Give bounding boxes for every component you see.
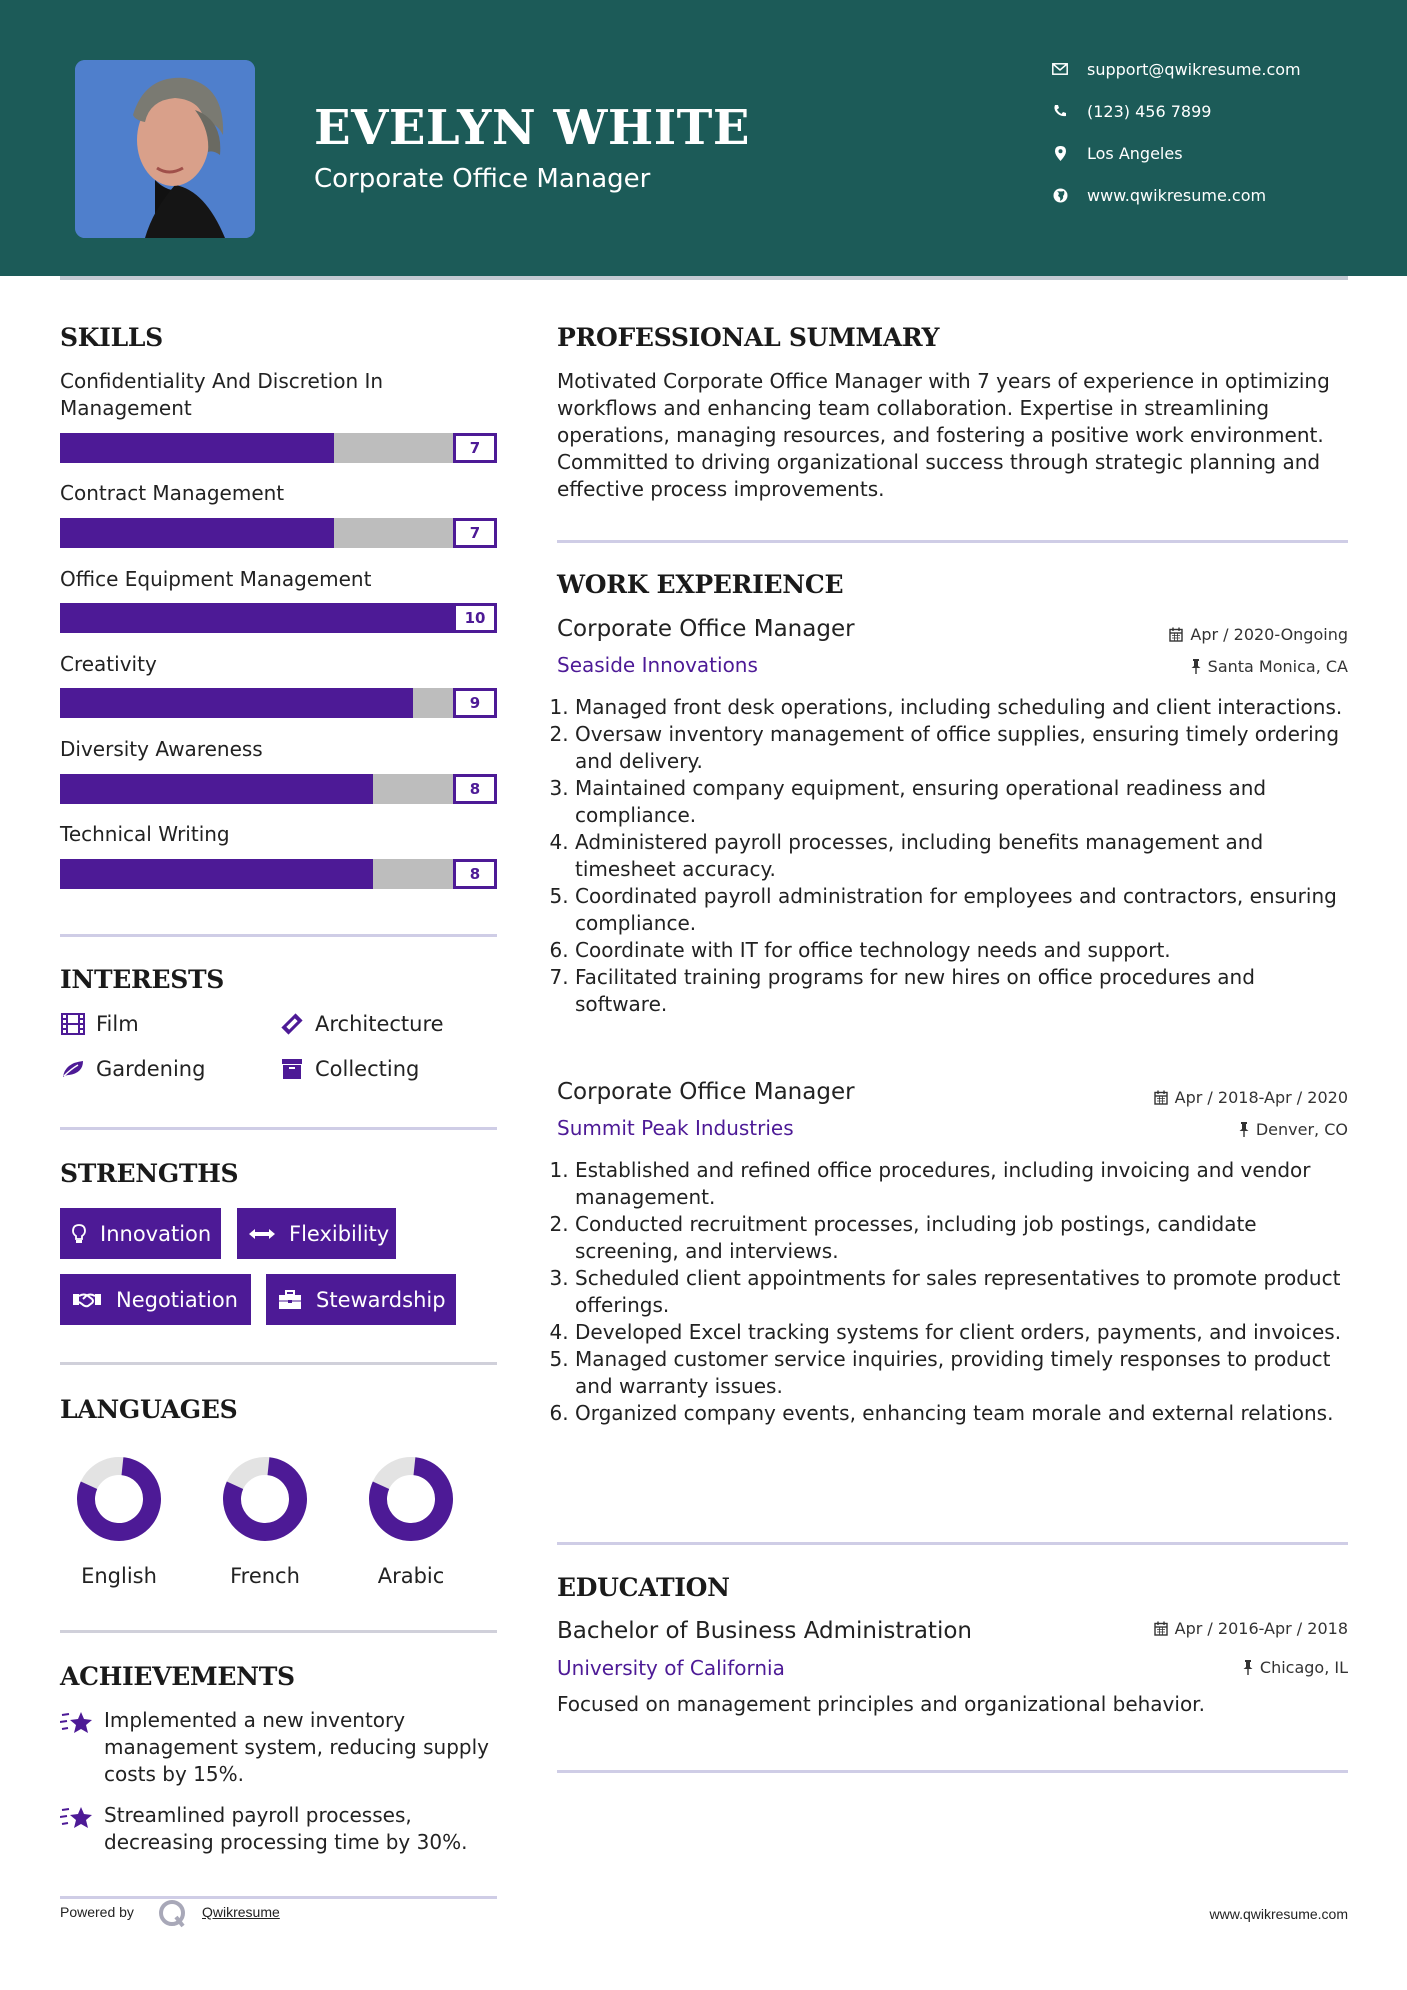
skill-value: 8	[453, 774, 497, 804]
footer-website[interactable]: www.qwikresume.com	[1209, 1906, 1348, 1922]
job-bullet: 6. Organized company events, enhancing team morale and external relations.	[575, 1400, 1352, 1427]
contact-location-text: Los Angeles	[1087, 143, 1183, 163]
job-dates	[1169, 625, 1348, 644]
job-bullet: 4. Administered payroll processes, including benefits management and timesheet accuracy.	[575, 829, 1352, 883]
envelope-icon	[1050, 63, 1070, 75]
skill-value: 7	[453, 433, 497, 463]
education-description: Focused on management principles and organizational behavior.	[557, 1692, 1205, 1716]
skill-label: Diversity Awareness	[60, 737, 263, 761]
strength-chip	[237, 1208, 396, 1259]
skill-bar	[60, 603, 497, 633]
achievement-text: Implemented a new inventory management system, reducing supply costs by 15%.	[104, 1708, 489, 1786]
skill-value: 10	[453, 603, 497, 633]
skill-bar	[60, 433, 497, 463]
job-location-text: Santa Monica, CA	[1207, 657, 1348, 676]
job-bullet: 6. Coordinate with IT for office technology needs and support.	[575, 937, 1352, 964]
section-divider	[60, 1362, 497, 1365]
skill-value: 9	[453, 688, 497, 718]
skill-label: Technical Writing	[60, 822, 230, 846]
contact-phone[interactable]	[1050, 99, 1380, 123]
archive-box-icon	[279, 1056, 305, 1082]
strength-label: Negotiation	[116, 1287, 238, 1312]
strength-chip	[60, 1274, 251, 1325]
leaf-icon	[60, 1056, 86, 1082]
interest-item	[279, 1054, 419, 1084]
pushpin-icon	[1239, 1122, 1249, 1137]
strength-label: Flexibility	[289, 1221, 390, 1246]
powered-by-label: Powered by	[60, 1904, 134, 1920]
section-divider	[557, 1542, 1348, 1545]
header-underline	[60, 276, 1348, 280]
job-bullet: 4. Developed Excel tracking systems for client orders, payments, and invoices.	[575, 1319, 1352, 1346]
interest-label: Architecture	[315, 1012, 444, 1036]
job-dates-text: Apr / 2018-Apr / 2020	[1174, 1088, 1348, 1107]
contact-email-text: support@qwikresume.com	[1087, 59, 1301, 79]
job-location	[1191, 657, 1348, 676]
section-divider	[60, 1630, 497, 1633]
strength-chip	[60, 1208, 221, 1259]
calendar-icon	[1154, 1621, 1168, 1636]
section-divider	[60, 1127, 497, 1130]
achievement-item	[60, 1707, 500, 1788]
calendar-icon	[1154, 1090, 1168, 1105]
interests-heading: INTERESTS	[60, 965, 225, 994]
handshake-icon	[72, 1290, 102, 1310]
skills-heading: SKILLS	[60, 323, 163, 352]
qwikresume-link[interactable]: Qwikresume	[202, 1904, 280, 1920]
qwikresume-logo-icon	[158, 1899, 188, 1933]
language-item	[361, 1456, 461, 1588]
job-bullet: 3. Maintained company equipment, ensuring operational readiness and compliance.	[575, 775, 1352, 829]
language-label: Arabic	[377, 1564, 445, 1588]
company-name: Seaside Innovations	[557, 653, 758, 677]
calendar-icon	[1169, 627, 1183, 642]
skill-bar	[60, 774, 497, 804]
education-heading: EDUCATION	[557, 1573, 730, 1602]
interest-label: Gardening	[96, 1057, 206, 1081]
skill-value: 8	[453, 859, 497, 889]
contact-location	[1050, 141, 1380, 165]
ticket-icon	[279, 1011, 305, 1037]
skill-bar-fill	[60, 433, 334, 463]
language-item	[215, 1456, 315, 1588]
strength-label: Innovation	[100, 1221, 212, 1246]
interest-item	[60, 1054, 205, 1084]
location-pin-icon	[1050, 146, 1070, 161]
job-location	[1239, 1120, 1348, 1139]
job-bullet: 2. Conducted recruitment processes, including job postings, candidate screening, and interviews.	[575, 1211, 1352, 1265]
languages-heading: LANGUAGES	[60, 1395, 238, 1424]
language-donut-chart	[361, 1456, 461, 1542]
interest-label: Film	[96, 1012, 139, 1036]
experience-heading: WORK EXPERIENCE	[557, 570, 844, 599]
education-location-text: Chicago, IL	[1259, 1658, 1348, 1677]
job-bullet: 1. Established and refined office procedures, including invoicing and vendor management.	[575, 1157, 1352, 1211]
film-icon	[60, 1011, 86, 1037]
contact-website[interactable]	[1050, 183, 1380, 207]
job-title: Corporate Office Manager	[557, 1079, 855, 1105]
skill-label: Creativity	[60, 652, 157, 676]
shooting-star-icon	[60, 1707, 104, 1788]
lightbulb-icon	[72, 1224, 86, 1244]
summary-heading: PROFESSIONAL SUMMARY	[557, 323, 940, 352]
portrait-image	[75, 60, 255, 238]
strength-label: Stewardship	[316, 1287, 446, 1312]
skill-bar-fill	[60, 688, 413, 718]
section-divider	[557, 1770, 1348, 1773]
skill-bar	[60, 859, 497, 889]
skill-bar-fill	[60, 774, 373, 804]
job-bullet: 1. Managed front desk operations, including scheduling and client interactions.	[575, 694, 1352, 721]
footer-divider	[60, 1896, 497, 1899]
interest-item	[60, 1009, 139, 1039]
education-dates-text: Apr / 2016-Apr / 2018	[1174, 1619, 1348, 1638]
contact-website-text: www.qwikresume.com	[1087, 185, 1267, 205]
skill-label: Contract Management	[60, 481, 285, 505]
skill-bar-fill	[60, 603, 497, 633]
skill-bar-fill	[60, 859, 373, 889]
section-divider	[557, 540, 1348, 543]
interest-item	[279, 1009, 444, 1039]
candidate-name: EVELYN WHITE	[314, 100, 750, 156]
job-dates	[1154, 1088, 1348, 1107]
candidate-title: Corporate Office Manager	[314, 164, 651, 194]
job-title: Corporate Office Manager	[557, 616, 855, 642]
contact-email[interactable]	[1050, 57, 1380, 81]
job-bullet: 5. Coordinated payroll administration for employees and contractors, ensuring compliance.	[575, 883, 1352, 937]
interest-label: Collecting	[315, 1057, 420, 1081]
job-bullet: 7. Facilitated training programs for new hires on office procedures and software.	[575, 964, 1352, 1018]
language-label: French	[230, 1564, 300, 1588]
contact-phone-text: (123) 456 7899	[1087, 101, 1212, 121]
language-donut-chart	[215, 1456, 315, 1542]
job-bullet: 3. Scheduled client appointments for sales representatives to promote product offerings.	[575, 1265, 1352, 1319]
job-bullet: 5. Managed customer service inquiries, providing timely responses to product and warranty issues.	[575, 1346, 1352, 1400]
skill-label: Office Equipment Management	[60, 567, 372, 591]
arrows-horizontal-icon	[249, 1228, 275, 1240]
job-dates-text: Apr / 2020-Ongoing	[1190, 625, 1348, 644]
pushpin-icon	[1243, 1660, 1253, 1675]
achievement-text: Streamlined payroll processes, decreasing processing time by 30%.	[104, 1803, 468, 1854]
education-dates	[1154, 1619, 1348, 1638]
degree-title: Bachelor of Business Administration	[557, 1618, 972, 1644]
skill-bar	[60, 518, 497, 548]
language-label: English	[81, 1564, 157, 1588]
summary-text: Motivated Corporate Office Manager with 7 years of experience in optimizing workflows and enhancing team collaboration. Expertise in streamlining operations, managing resources, and fostering a positive work environment. Committed to driving organizational success through strategic planning and effective process improvements.	[557, 369, 1330, 501]
job-bullets	[557, 1157, 1352, 1427]
profile-photo	[75, 60, 255, 238]
school-name: University of California	[557, 1656, 785, 1680]
skill-bar-fill	[60, 518, 334, 548]
strengths-heading: STRENGTHS	[60, 1159, 239, 1188]
job-bullet: 2. Oversaw inventory management of office supplies, ensuring timely ordering and delivery.	[575, 721, 1352, 775]
education-location	[1243, 1658, 1348, 1677]
skill-value: 7	[453, 518, 497, 548]
pushpin-icon	[1191, 659, 1201, 674]
achievement-item	[60, 1802, 500, 1856]
achievements-heading: ACHIEVEMENTS	[60, 1662, 295, 1691]
globe-icon	[1050, 188, 1070, 203]
language-donut-chart	[69, 1456, 169, 1542]
language-item	[69, 1456, 169, 1588]
job-bullets	[557, 694, 1352, 1018]
section-divider	[60, 934, 497, 937]
phone-icon	[1050, 104, 1070, 118]
job-location-text: Denver, CO	[1255, 1120, 1348, 1139]
company-name: Summit Peak Industries	[557, 1116, 794, 1140]
skill-bar	[60, 688, 497, 718]
strength-chip	[266, 1274, 456, 1325]
briefcase-icon	[278, 1290, 302, 1310]
skill-label: Confidentiality And Discretion In Management	[60, 369, 384, 420]
shooting-star-icon	[60, 1802, 104, 1856]
